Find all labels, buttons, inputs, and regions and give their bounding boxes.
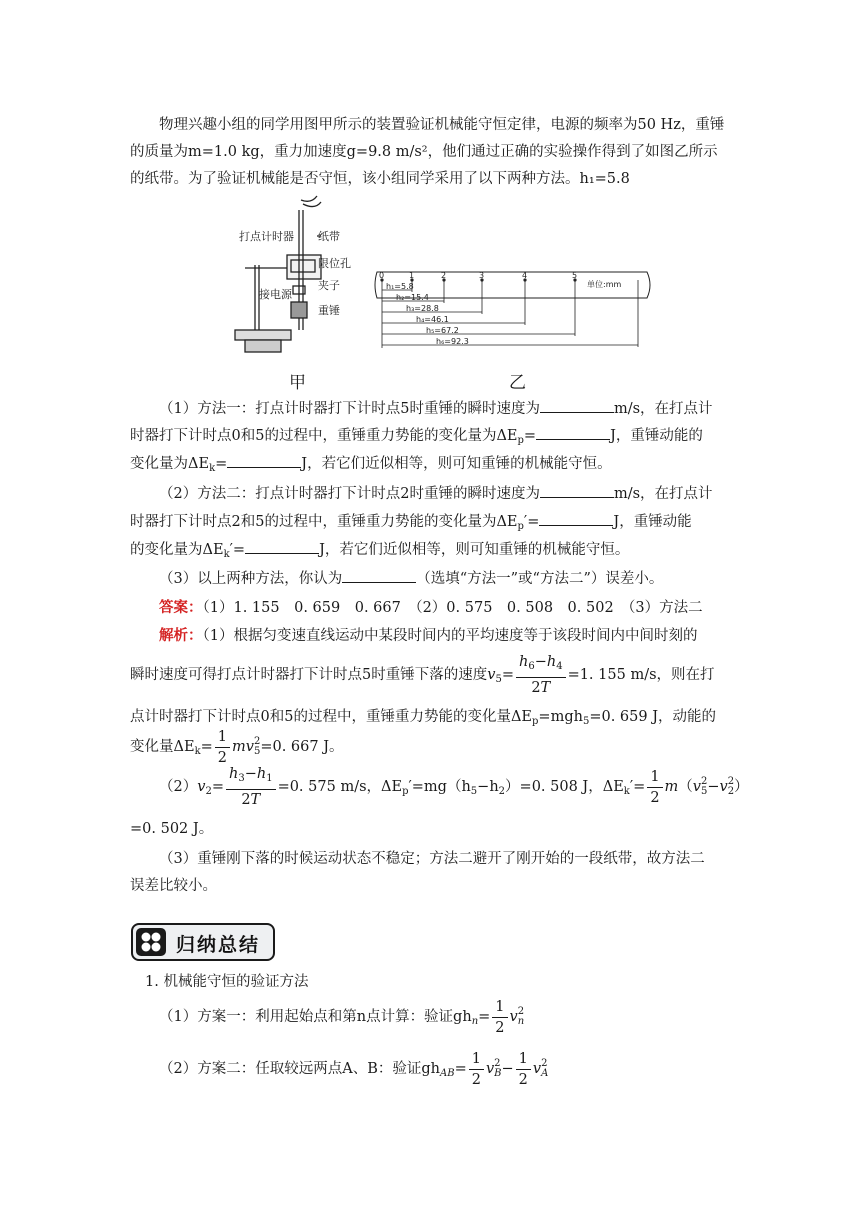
summary-plan1: （1）方案一：利用起始点和第n点计算：验证$gh_n=$ $\frac{1}{2}$ v 2 n (159, 998, 525, 1036)
summary-plan2: （2）方案二：任取较远两点A、B：验证$gh_{AB}=$ $\frac{1}{2}$ v 2 B − $\frac{1}{2}$ v 2 A (159, 1050, 549, 1088)
measure-label: h₅=67.2 (426, 326, 459, 335)
tape-point-label: 3 (479, 271, 485, 280)
label-timer: 打点计时器 (239, 230, 294, 243)
answer-line: 答案：（1）1. 155 0. 659 0. 667 （2）0. 575 0. 508 0. 502 （3）方法二 (159, 599, 703, 616)
fraction-half: $\frac{1}{2}$ (215, 727, 230, 768)
analysis-line8: 误差比较小。 (130, 878, 217, 894)
answer-label: 答案： (159, 599, 203, 616)
q1-line1: （1）方法一：打点计时器打下计时点5时重锤的瞬时速度为 m/s，在打点计 (159, 398, 713, 419)
answer-blank[interactable] (342, 568, 416, 583)
q2-line1: （2）方法二：打点计时器打下计时点2时重锤的瞬时速度为 m/s，在打点计 (159, 483, 713, 504)
analysis-line7: （3）重锤刚下落的时候运动状态不稳定；方法二避开了刚开始的一段纸带，故方法二 (159, 851, 705, 867)
fraction-half-4: $\frac{1}{2}$ (469, 1049, 484, 1090)
analysis-line3: 点计时器打下计时点0和5的过程中，重锤重力势能的变化量$\Delta E_p=mgh_5=0$. 659 J，动能的 (130, 709, 717, 727)
analysis-label: 解析： (159, 627, 203, 644)
measure-label: h₂=15.4 (396, 293, 429, 302)
q3-line: （3）以上两种方法，你认为 （选填“方法一”或“方法二”）误差小。 (159, 568, 663, 589)
analysis-line1: 解析：（1）根据匀变速直线运动中某段时间内的平均速度等于该段时间内中间时刻的 (159, 627, 698, 644)
tape-point-label: 1 (409, 271, 415, 280)
q2-line2: 时器打下计时点2和5的过程中，重锤重力势能的变化量为$\Delta E_p'= J$，重锤动能 (130, 511, 692, 537)
analysis-line4: 变化量$\Delta E_k=$ $\frac{1}{2}$ mv 2 5 =0. 667 J。 (130, 728, 344, 766)
answer-blank[interactable] (227, 453, 301, 468)
analysis-line5: $(2)v_2=$ $\frac{h_3-h_1}{2T}$ =0. 575 m/s，$\Delta E_p'=mg(h_5-h_2)=0$. 508 J，$\Delta E_k'=$ $\frac{1}{2}$ m（v 2 5 −v 2 2 ） (159, 766, 749, 808)
caption-left: 甲 (289, 373, 306, 393)
label-tape: 纸带 (318, 230, 340, 243)
fraction-v5: $\frac{h_6-h_4}{2T}$ (516, 652, 566, 698)
analysis-line6: =0. 502 J。 (130, 821, 214, 837)
label-power: 接电源 (259, 288, 292, 301)
tape-point-label: 2 (441, 271, 447, 280)
grid-icon (136, 928, 166, 956)
summary-item1: 1. 机械能守恒的验证方法 (145, 974, 309, 990)
fraction-half-2: $\frac{1}{2}$ (647, 767, 662, 808)
measure-label: h₆=92.3 (436, 337, 469, 346)
tape-measures (382, 280, 638, 348)
label-clip: 夹子 (318, 279, 340, 292)
tape-point-label: 4 (522, 271, 528, 280)
analysis-line2: 瞬时速度可得打点计时器打下计时点5时重锤下落的速度$v_5=$ $\frac{h_6-h_4}{2T}$ =1. 155 m/s，则在打 (130, 654, 715, 696)
tape-point-label: 5 (572, 271, 578, 280)
tape-points (379, 271, 577, 282)
fraction-half-5: $\frac{1}{2}$ (516, 1049, 531, 1090)
fraction-half-3: $\frac{1}{2}$ (492, 997, 507, 1038)
answer-blank[interactable] (245, 539, 319, 554)
answer-blank[interactable] (540, 483, 614, 498)
answer-blank[interactable] (539, 511, 613, 526)
q1-line2: 时器打下计时点0和5的过程中，重锤重力势能的变化量为$\Delta E_p= J$，重锤动能的 (130, 425, 703, 451)
label-limit-hole: 限位孔 (318, 257, 351, 270)
summary-badge (131, 923, 275, 961)
measure-label: h₃=28.8 (406, 304, 439, 313)
measure-label: h₁=5.8 (386, 282, 414, 291)
answer-blank[interactable] (536, 425, 610, 440)
intro-paragraph: 物理兴趣小组的同学用图甲所示的装置验证机械能守恒定律，电源的频率为50 Hz，重锤的质量为m=1.0 kg，重力加速度g=9.8 m/s²，他们通过正确的实验操作得到了如图乙所示的纸带。为了验证机械能是否守恒，该小组同学采用了以下两种方法。h₁=5.8 (130, 117, 725, 187)
q2-line3: 的变化量为$\Delta E_k'= J$，若它们近似相等，则可知重锤的机械能守恒。 (130, 539, 629, 565)
measure-label: h₄=46.1 (416, 315, 449, 324)
experiment-figure (225, 190, 665, 390)
q1-line3: 变化量为$\Delta E_k= J$，若它们近似相等，则可知重锤的机械能守恒。 (130, 453, 612, 479)
tape-unit: 单位:mm (587, 280, 622, 289)
tape-point-label: 0 (379, 271, 385, 280)
fraction-v2: $\frac{h_3-h_1}{2T}$ (226, 764, 276, 810)
apparatus-diagram (235, 196, 321, 352)
label-weight: 重锤 (318, 304, 340, 317)
caption-right: 乙 (509, 373, 526, 393)
answer-blank[interactable] (540, 398, 614, 413)
summary-title: 归纳总结 (176, 934, 261, 956)
